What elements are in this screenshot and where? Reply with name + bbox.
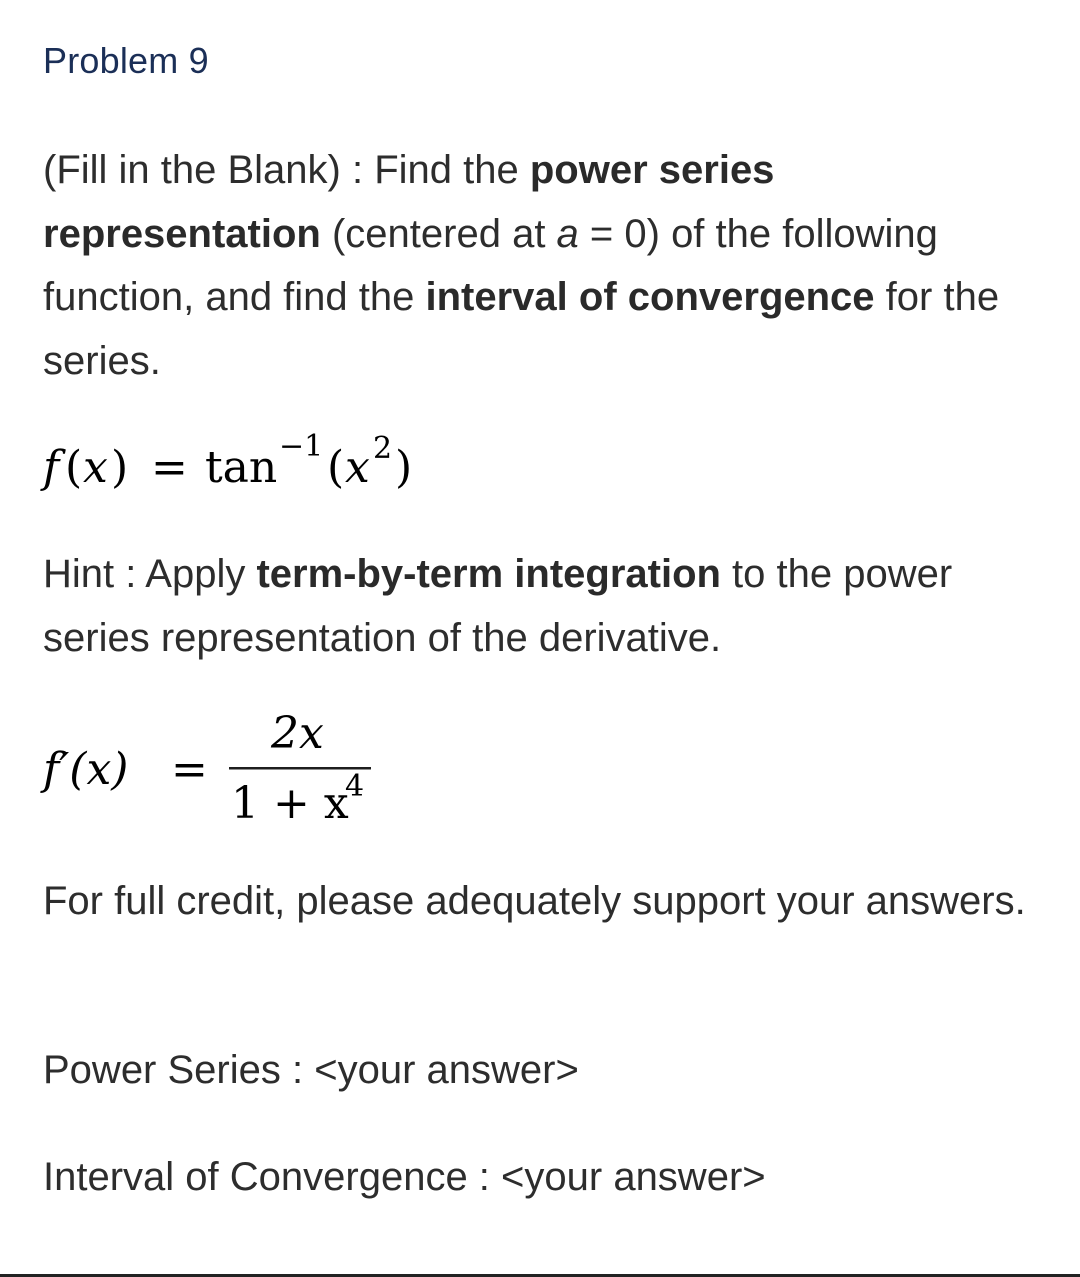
eq1-inverse-exponent: −1 bbox=[279, 429, 324, 464]
hint-prefix: Hint : Apply bbox=[43, 552, 257, 596]
eq2-denominator-exponent: 4 bbox=[345, 769, 365, 804]
interval-label: Interval of Convergence : bbox=[43, 1155, 502, 1199]
credit-note: For full credit, please adequately support your answers. bbox=[43, 879, 1026, 923]
intro-bold-interval: interval of convergence bbox=[425, 275, 875, 319]
power-series-label: Power Series : bbox=[43, 1048, 315, 1092]
intro-prefix: (Fill in the Blank) : Find the bbox=[43, 148, 530, 192]
interval-answer-field[interactable]: <your answer> bbox=[501, 1155, 766, 1199]
hint-text bbox=[43, 543, 1043, 670]
eq1-tan: tan bbox=[205, 442, 278, 493]
eq1-paren-open: ( bbox=[65, 442, 83, 493]
intro-bold-power-series: power series representation bbox=[43, 148, 775, 256]
intro-var-a: a bbox=[556, 211, 579, 256]
eq1-paren-close: ) bbox=[111, 442, 129, 493]
eq2-numerator: 2x bbox=[271, 708, 324, 759]
derivative-equation bbox=[43, 700, 403, 840]
intro-mid2: = 0) of the following function, and find the bbox=[43, 211, 938, 319]
interval-answer-row bbox=[43, 1152, 766, 1202]
eq1-arg-open: ( bbox=[327, 442, 345, 493]
hint-bold: term-by-term integration bbox=[256, 552, 721, 596]
intro-suffix: for the series. bbox=[43, 275, 1000, 383]
eq1-arg-x: x bbox=[345, 442, 370, 493]
function-equation bbox=[43, 420, 463, 500]
intro-mid1: (centered at bbox=[320, 211, 557, 256]
eq1-x: x bbox=[83, 442, 108, 493]
eq1-f: f bbox=[43, 442, 60, 493]
eq1-equals: = bbox=[151, 442, 188, 493]
power-series-answer-row bbox=[43, 1045, 579, 1095]
eq1-arg-close: ) bbox=[395, 442, 413, 493]
problem-instructions bbox=[43, 139, 1043, 393]
eq1-arg-exponent: 2 bbox=[373, 431, 393, 466]
problem-title: Problem 9 bbox=[43, 40, 209, 81]
hint-suffix: to the power series representation of the derivative. bbox=[43, 552, 953, 660]
eq2-denominator: 1 + x bbox=[231, 778, 349, 829]
power-series-answer-field[interactable]: <your answer> bbox=[314, 1048, 579, 1092]
eq2-lhs: f′(x) bbox=[43, 744, 129, 795]
eq2-equals: = bbox=[171, 744, 208, 795]
